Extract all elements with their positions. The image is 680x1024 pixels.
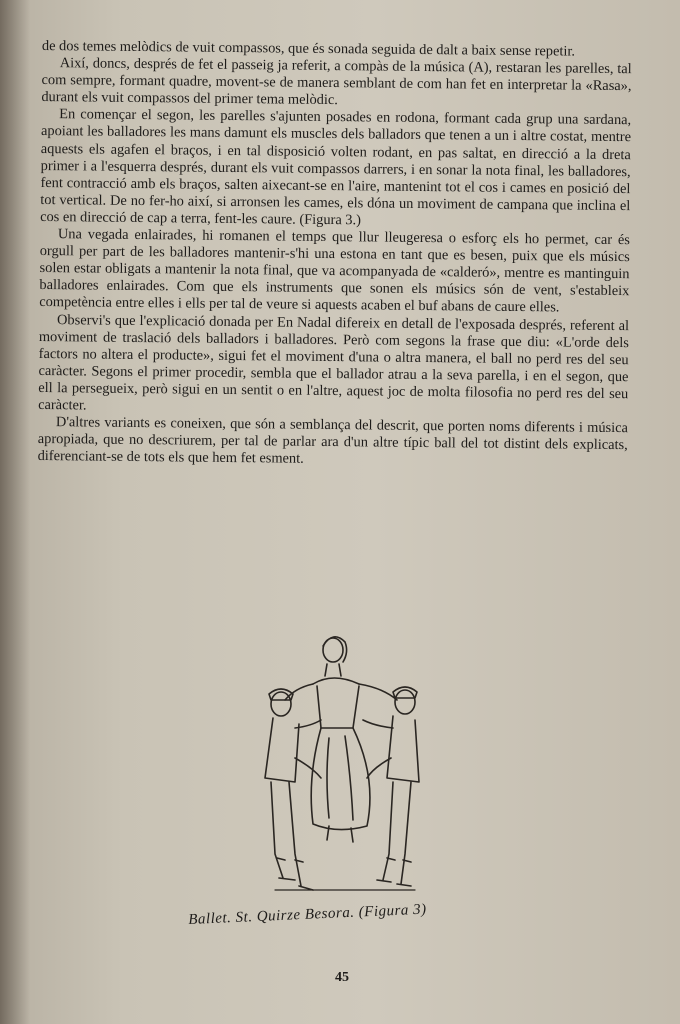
- paragraph-2: Així, doncs, després de fet el passeig ja referit, a compàs de la música (A), restaran les parelles, tal com sempre, formant quadre, movent-se de manera semblant de com han fet en interpretar la «Rasa», durant els vuit compassos del primer tema melòdic.: [41, 55, 632, 109]
- body-text: [38, 38, 632, 471]
- dancers-illustration: [255, 628, 435, 918]
- figure-caption: Ballet. St. Quirze Besora. (Figura 3): [188, 901, 427, 928]
- paragraph-6: D'altres variants es coneixen, que són a semblança del descrit, que porten noms diferents i música apropiada, que no descriurem, per tal de parlar ara d'un altre típic ball del tot distint dels explicats, diferenciant-se de tots els que hem fet esment.: [37, 414, 629, 468]
- paragraph-4: Una vegada enlairades, hi romanen el temps que llur lleugeresa o esforç els ho permet, car és orgull per part de les balladores mantenir-s'hi una estona en tant que es besen, puix que els músics solen estar obligats a mantenir la nota final, que va acompanyada de «calderó», mentre es mantinguin balladores enlairades. Com que els instruments que sonen els músics són de vent, s'estableix competència entre elles i ells per tal de veure si aquests acaben el buf abans de caure elles.: [39, 226, 630, 316]
- page-gutter-shadow: [0, 0, 30, 1024]
- paragraph-5: Observi's que l'explicació donada per En Nadal difereix en detall de l'exposada després, referent al moviment de traslació dels balladors i balladores. Però com segons la frase que diu: «L'orde dels factors no altera el producte», sigui fet el moviment d'una o altra manera, el ball no perd res del seu caràcter. Segons el primer procedir, sembla que el ballador atrau a la seva parella, i en el segon, que ell la persegueix, però sigui en un sentit o en l'altre, aquest joc de molta filosofia no perd res del seu caràcter.: [38, 311, 630, 414]
- paragraph-1: de dos temes melòdics de vuit compassos, que és sonada seguida de dalt a baix sense repetir.: [41, 38, 576, 60]
- paragraph-3: En començar el segon, les parelles s'ajunten posades en rodona, formant cada grup una sardana, apoiant les balladores les mans damunt els muscles dels balladors que tenen a un i altre costat, mentre aquests els agafen el braços, i en tal disposició volten rodant, en pas saltat, en direcció a la dreta primer i a l'esquerra després, durant els vuit compassos darrers, i en sonar la nota final, les balladores, fent contracció amb els braços, salten aixecant-se en l'aire, mantenint tot el cos i cames en posició del tot vertical. De no fer-ho així, si arronsen les cames, els dóna un moviment de campana que inclina el cos en direcció de cap a terra, fent-les caure. (Figura 3.): [40, 106, 632, 229]
- page-number: 45: [335, 970, 349, 985]
